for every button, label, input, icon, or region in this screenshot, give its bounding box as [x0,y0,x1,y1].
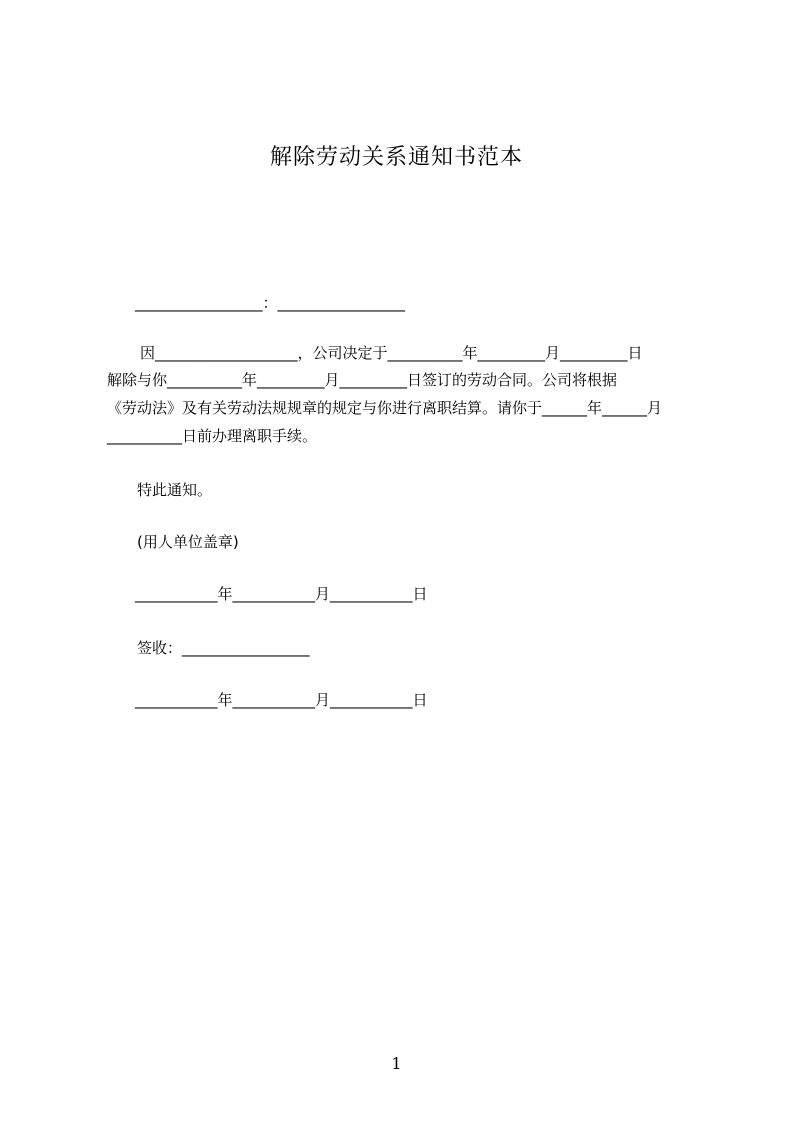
document-title: 解除劳动关系通知书范本 [269,145,523,170]
date-line-receipt: ___________年___________月___________日 [135,691,428,709]
page-number: 1 [391,1054,402,1073]
notice-text: 特此通知。 [137,481,213,499]
body-line-4: __________日前办理离职手续。 [107,427,318,445]
sign-receipt-line: 签收：_________________ [137,639,310,657]
date-line-employer: ___________年___________月___________日 [135,585,428,603]
seal-note: (用人单位盖章) [137,533,239,551]
body-line-1: 因___________________，公司决定于__________年_________月_________日 [140,344,643,362]
body-line-2: 解除与你__________年_________月_________日签订的劳动合同。公司将根据 [107,371,618,389]
body-line-3: 《劳动法》及有关劳动法规规章的规定与你进行离职结算。请你于______年______月 [107,399,663,417]
salutation-line: _________________：_________________ [135,294,406,312]
